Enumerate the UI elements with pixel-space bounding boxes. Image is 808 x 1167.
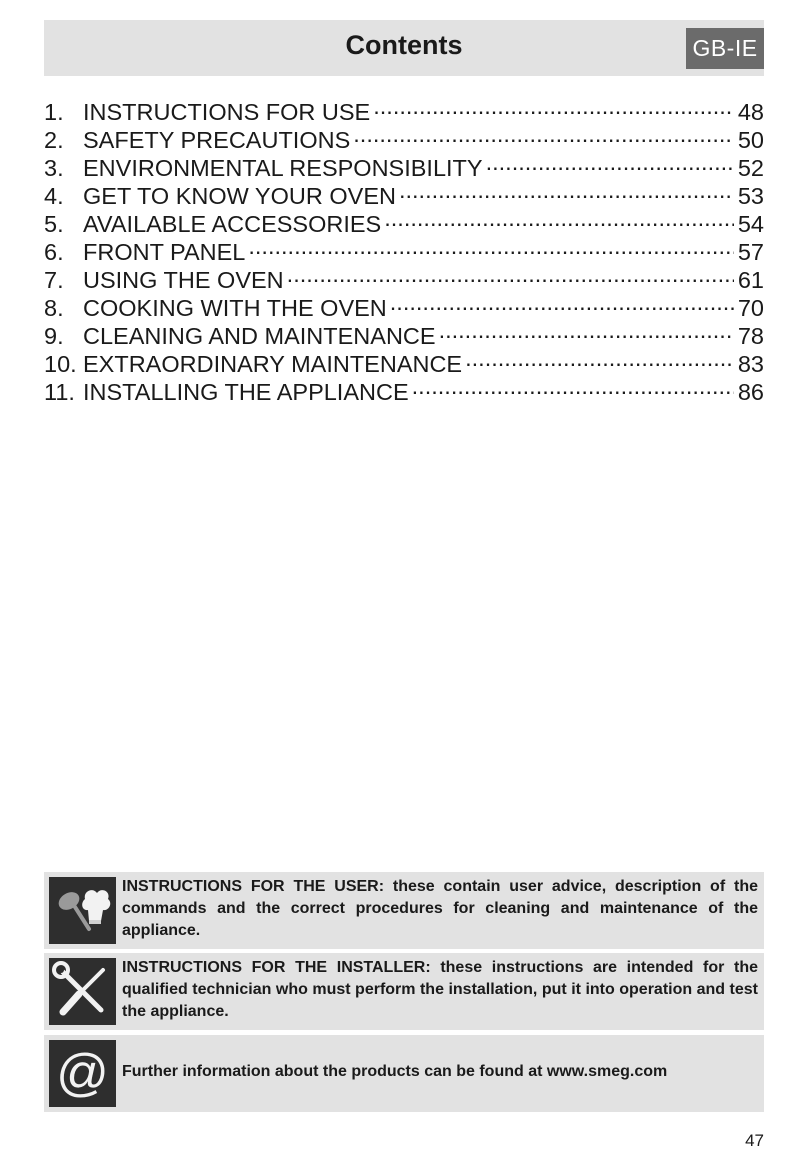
language-badge: GB-IE [686, 28, 764, 69]
toc-page: 48 [737, 99, 764, 125]
toc-leader-dots [353, 120, 734, 148]
toc-page: 52 [737, 155, 764, 181]
page-title: Contents [345, 30, 463, 60]
contents-header [44, 20, 764, 76]
user-instructions-box [44, 872, 764, 949]
toc-page: 70 [737, 295, 764, 321]
toc-number: 6. [44, 239, 64, 265]
toc-leader-dots [412, 372, 734, 400]
toc-title: INSTALLING THE APPLIANCE [83, 379, 409, 405]
toc-page: 86 [737, 379, 764, 405]
toc-leader-dots [399, 176, 734, 204]
toc-leader-dots [287, 260, 734, 288]
toc-title: CLEANING AND MAINTENANCE [83, 323, 436, 349]
toc-leader-dots [439, 316, 734, 344]
toc-number: 1. [44, 99, 64, 125]
toc-leader-dots [384, 204, 734, 232]
toc-title: USING THE OVEN [83, 267, 284, 293]
toc-leader-dots [486, 148, 734, 176]
web-info-box [44, 1035, 764, 1112]
toc-title: GET TO KNOW YOUR OVEN [83, 183, 396, 209]
toc-number: 3. [44, 155, 64, 181]
at-sign-icon [49, 1040, 116, 1107]
toc-number: 10. [44, 351, 77, 377]
installer-instructions-box [44, 953, 764, 1030]
toc-number: 7. [44, 267, 64, 293]
web-info-text: Further information about the products can be found at www.smeg.com [122, 1063, 668, 1080]
toc-leader-dots [390, 288, 734, 316]
toc-leader-dots [373, 92, 734, 120]
page-number: 47 [745, 1131, 764, 1150]
toc-page: 53 [737, 183, 764, 209]
toc-title: FRONT PANEL [83, 239, 246, 265]
toc-number: 5. [44, 211, 64, 237]
toc-number: 8. [44, 295, 64, 321]
toc-title: SAFETY PRECAUTIONS [83, 127, 351, 153]
table-of-contents [44, 92, 764, 405]
toc-page: 78 [737, 323, 764, 349]
chef-hat-spoon-icon [49, 877, 116, 944]
toc-entry-1[interactable] [44, 92, 764, 125]
toc-title: INSTRUCTIONS FOR USE [83, 99, 371, 125]
svg-text:@: @ [56, 1044, 109, 1102]
toc-page: 57 [737, 239, 764, 265]
toc-leader-dots [465, 344, 734, 372]
toc-page: 83 [737, 351, 764, 377]
user-instructions-text: INSTRUCTIONS FOR THE USER: these contain user advice, description of the commands and the correct procedures for cleaning and maintenance of the appliance. [122, 878, 758, 939]
wrench-screwdriver-icon [49, 958, 116, 1025]
toc-number: 2. [44, 127, 64, 153]
toc-leader-dots [248, 232, 734, 260]
installer-instructions-text: INSTRUCTIONS FOR THE INSTALLER: these instructions are intended for the qualified technician who must perform the installation, put it into operation and test the appliance. [122, 959, 758, 1020]
toc-title: AVAILABLE ACCESSORIES [83, 211, 382, 237]
toc-title: ENVIRONMENTAL RESPONSIBILITY [83, 155, 483, 181]
toc-page: 50 [737, 127, 764, 153]
toc-title: EXTRAORDINARY MAINTENANCE [83, 351, 463, 377]
toc-number: 9. [44, 323, 64, 349]
toc-page: 54 [737, 211, 764, 237]
toc-title: COOKING WITH THE OVEN [83, 295, 387, 321]
toc-number: 4. [44, 183, 64, 209]
toc-number: 11. [44, 379, 75, 405]
toc-page: 61 [737, 267, 764, 293]
